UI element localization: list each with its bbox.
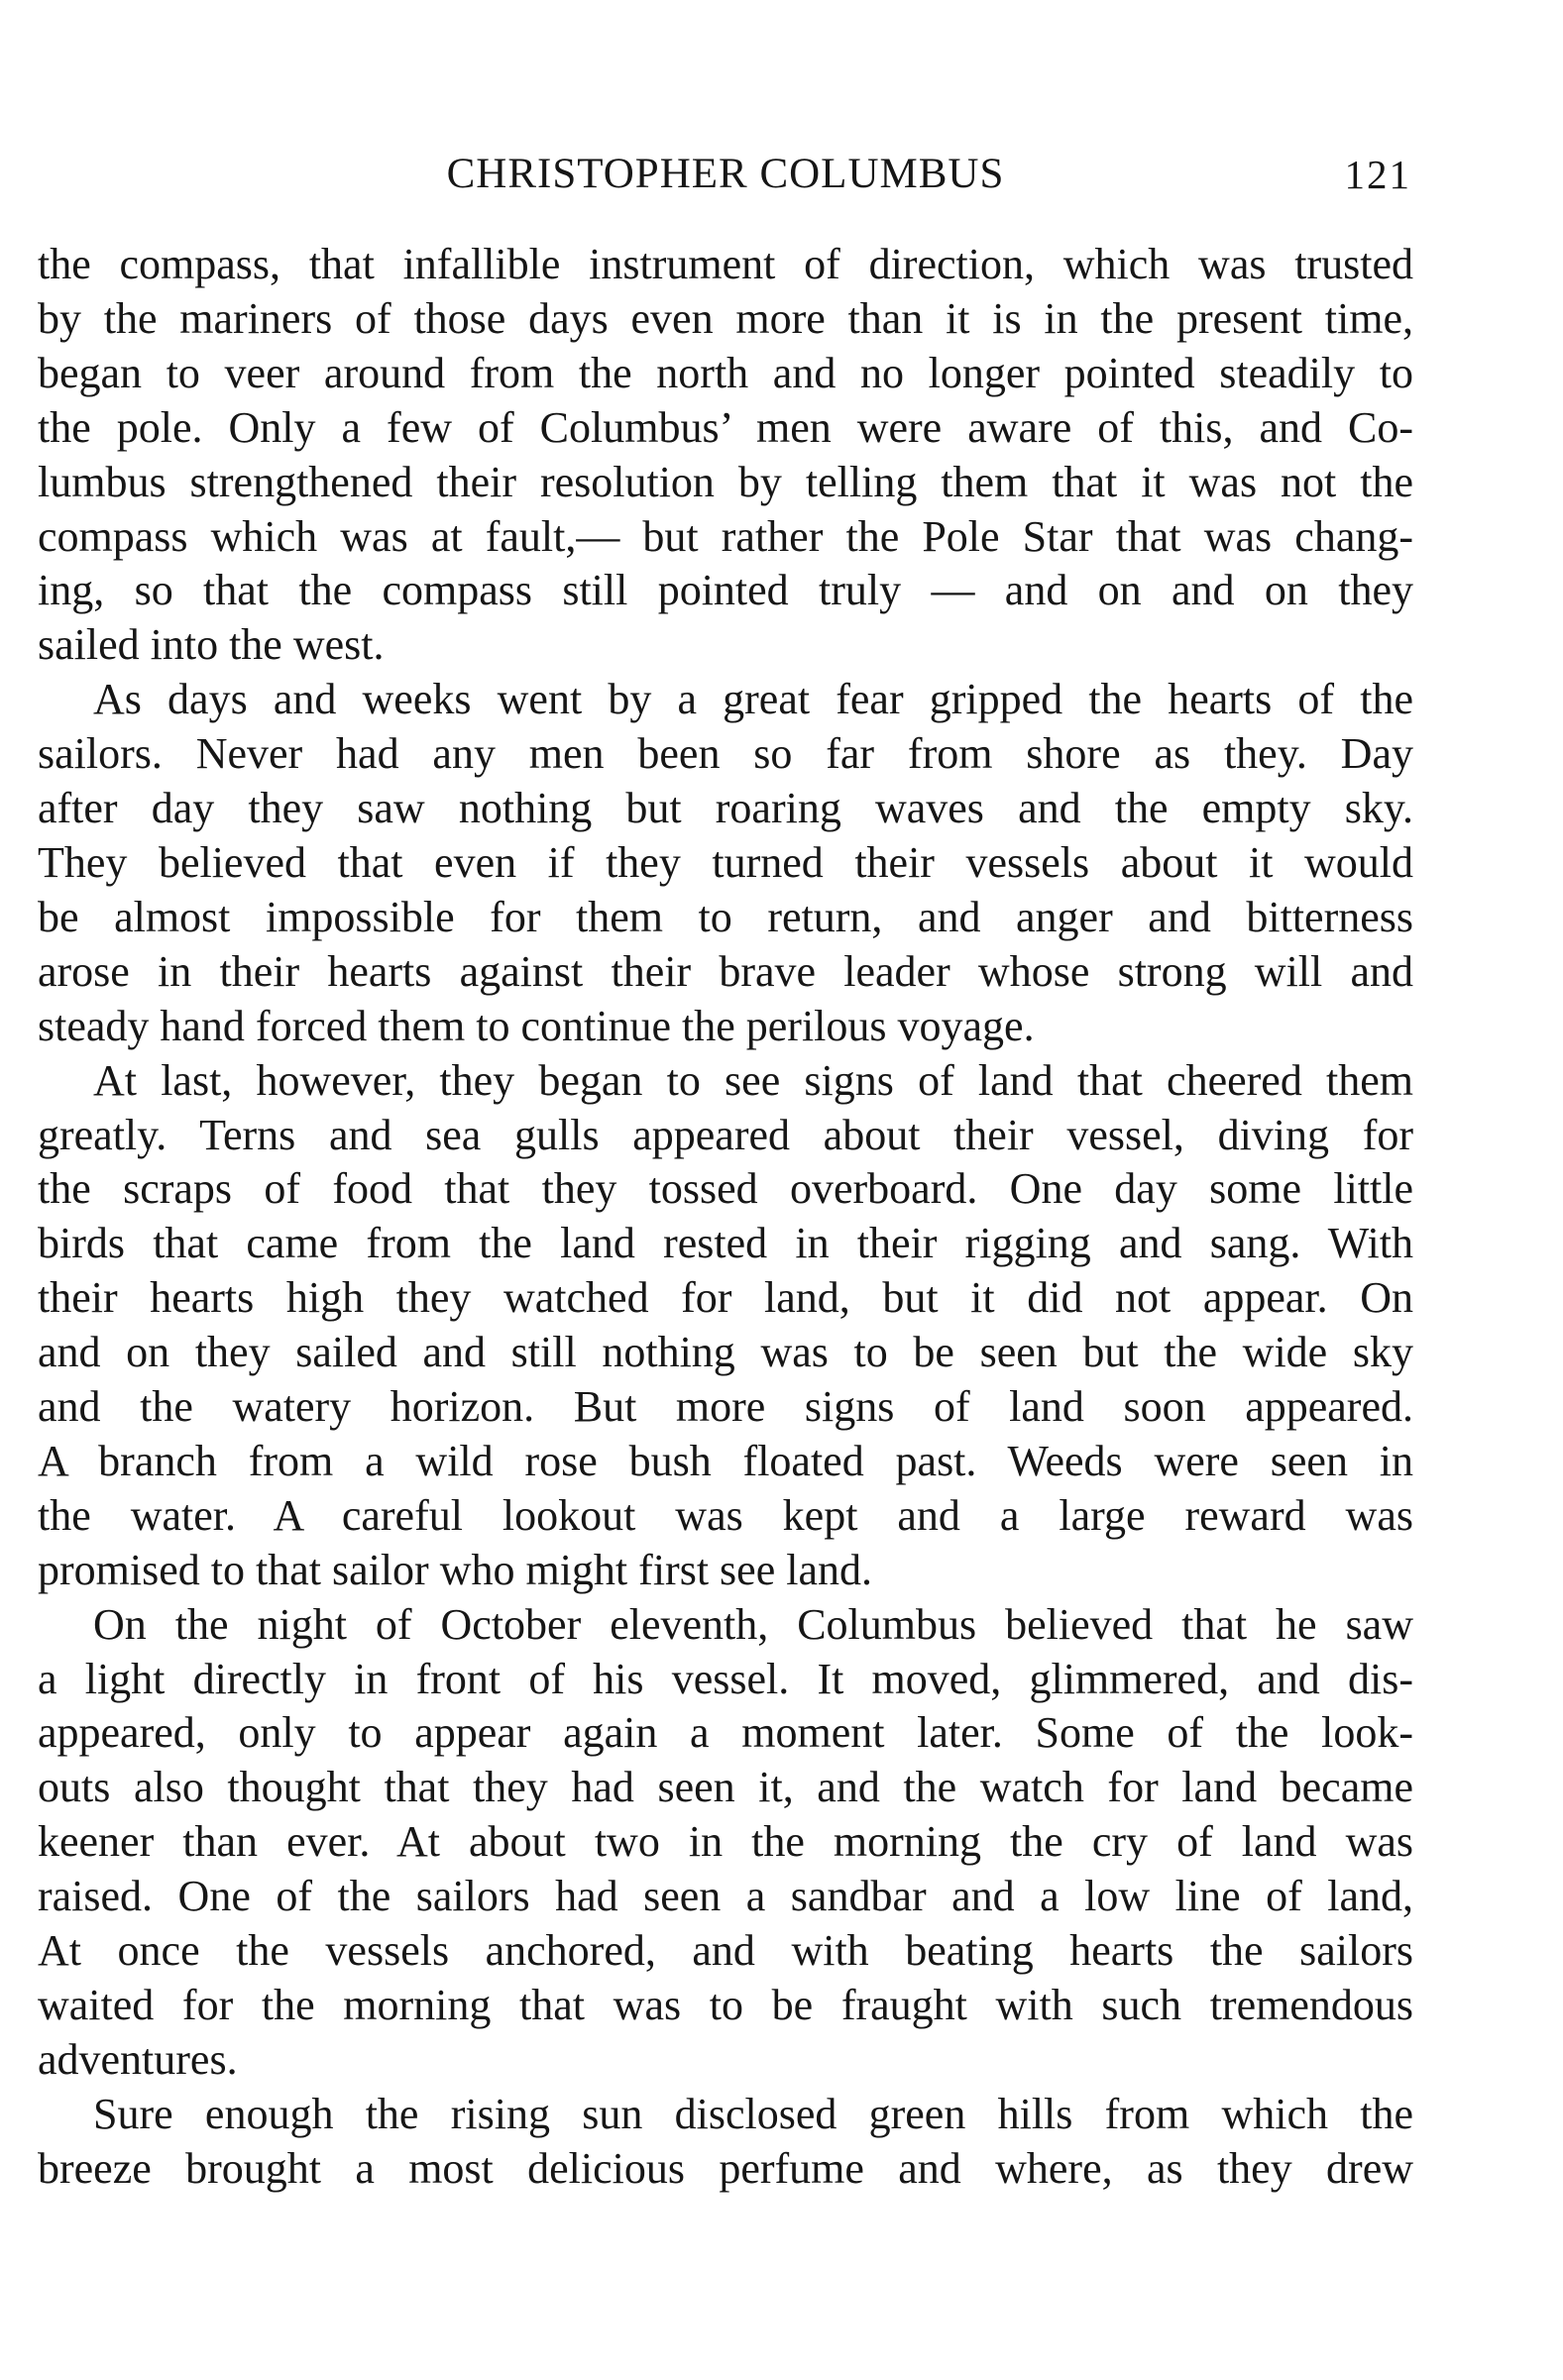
text-line: outs also thought that they had seen it, and the watch for land became [38, 1763, 1413, 1812]
running-head [40, 145, 1411, 204]
text-line: breeze brought a most delicious perfume and where, as they drew [38, 2143, 1413, 2193]
text-line: be almost impossible for them to return, and anger and bitterness [38, 892, 1413, 941]
text-line: lumbus strengthened their resolution by telling them that it was not the [38, 457, 1413, 506]
page-number: 121 [1344, 152, 1411, 197]
text-line: keener than ever. At about two in the morning the cry of land was [38, 1817, 1413, 1867]
text-line: by the mariners of those days even more than it is in the present time, [38, 293, 1413, 343]
text-line: sailors. Never had any men been so far from shore as they. Day [38, 729, 1413, 779]
text-line: birds that came from the land rested in their rigging and sang. With [38, 1219, 1413, 1268]
text-line: began to veer around from the north and no longer pointed steadily to [38, 348, 1413, 397]
text-line: sailed into the west. [38, 620, 385, 670]
text-line: promised to that sailor who might first see land. [38, 1545, 872, 1594]
text-line: the pole. Only a few of Columbus’ men were aware of this, and Co- [38, 402, 1413, 452]
text-line: At last, however, they began to see signs of land that cheered them [93, 1055, 1413, 1105]
text-line: a light directly in front of his vessel. It moved, glimmered, and dis- [38, 1654, 1413, 1703]
text-line: ing, so that the compass still pointed truly — and on and on they [38, 566, 1413, 615]
text-line: On the night of October eleventh, Columbus believed that he saw [93, 1599, 1413, 1649]
text-line: As days and weeks went by a great fear gripped the hearts of the [93, 675, 1413, 724]
paragraph [38, 1054, 1413, 1598]
text-line: raised. One of the sailors had seen a sandbar and a low line of land, [38, 1872, 1413, 1921]
paragraph [38, 1598, 1413, 2088]
text-line: waited for the morning that was to be fraught with such tremendous [38, 1981, 1413, 2029]
text-line: At once the vessels anchored, and with beating hearts the sailors [38, 1926, 1413, 1976]
text-line: greatly. Terns and sea gulls appeared about their vessel, diving for [38, 1110, 1413, 1159]
text-line: arose in their hearts against their brave leader whose strong will and [38, 946, 1413, 996]
body-text [38, 238, 1413, 2197]
text-line: after day they saw nothing but roaring waves and the empty sky. [38, 784, 1413, 833]
text-line: the compass, that infallible instrument of direction, which was trusted [38, 240, 1413, 288]
text-line: Sure enough the rising sun disclosed green hills from which the [93, 2089, 1413, 2138]
text-line: They believed that even if they turned their vessels about it would [38, 837, 1413, 887]
text-line: A branch from a wild rose bush floated past. Weeds were seen in [38, 1436, 1413, 1485]
running-title: CHRISTOPHER COLUMBUS [446, 151, 1005, 197]
text-line: adventures. [38, 2034, 238, 2084]
text-line: steady hand forced them to continue the perilous voyage. [38, 1001, 1035, 1050]
text-line: their hearts high they watched for land, but it did not appear. On [38, 1273, 1413, 1323]
text-line: and the watery horizon. But more signs of land soon appeared. [38, 1382, 1413, 1432]
text-line: the scraps of food that they tossed overboard. One day some little [38, 1164, 1413, 1214]
paragraph [38, 238, 1413, 673]
text-line: the water. A careful lookout was kept and a large reward was [38, 1490, 1413, 1540]
paragraph [38, 673, 1413, 1053]
text-line: appeared, only to appear again a moment later. Some of the look- [38, 1708, 1413, 1758]
text-line: compass which was at fault,— but rather the Pole Star that was chang- [38, 511, 1413, 561]
paragraph [38, 2088, 1413, 2197]
text-line: and on they sailed and still nothing was to be seen but the wide sky [38, 1328, 1413, 1377]
